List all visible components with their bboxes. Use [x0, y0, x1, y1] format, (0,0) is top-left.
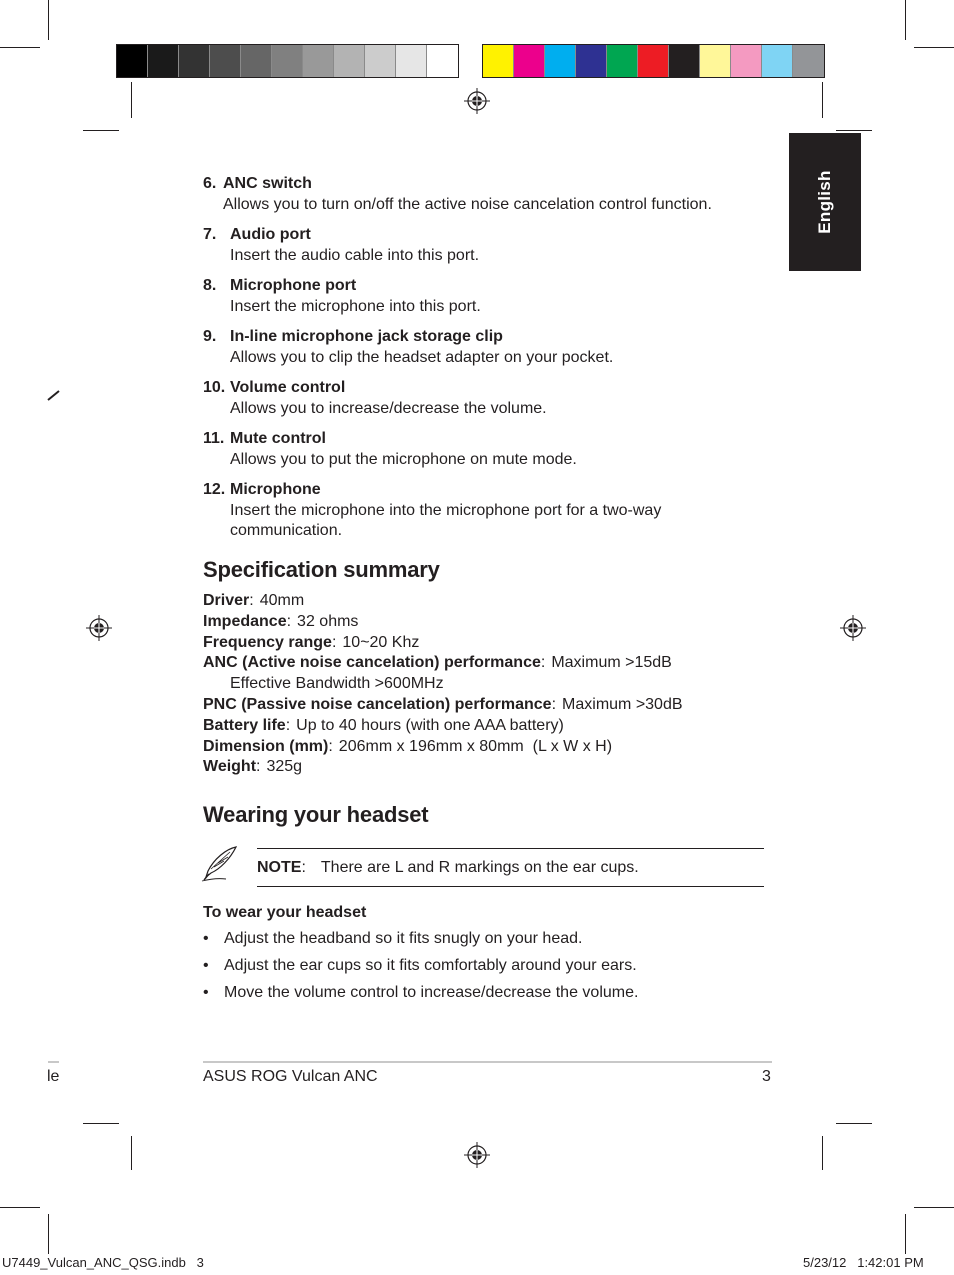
spec-heading: Specification summary	[203, 557, 440, 582]
process-swatch	[638, 45, 669, 77]
component-item-description: Allows you to put the microphone on mute mode.	[230, 450, 577, 468]
registration-mark-icon	[86, 615, 112, 641]
wearing-subheading: To wear your headset	[203, 904, 367, 921]
process-color-bar	[482, 44, 825, 78]
spec-colon: :	[328, 737, 333, 755]
spec-value: 32 ohms	[297, 612, 359, 630]
wearing-heading: Wearing your headset	[203, 802, 429, 827]
process-swatch	[669, 45, 700, 77]
component-item-description: Insert the audio cable into this port.	[230, 246, 480, 264]
process-swatch	[545, 45, 576, 77]
spec-row	[203, 757, 773, 778]
crop-mark	[905, 0, 906, 40]
spec-row	[203, 633, 773, 654]
component-item-number: 9.	[203, 328, 217, 345]
spec-label: Dimension (mm)	[203, 737, 329, 755]
component-item-title-row	[203, 327, 773, 348]
crop-mark	[836, 1123, 872, 1124]
crop-mark	[83, 1123, 119, 1124]
component-item-description: Allows you to clip the headset adapter on your pocket.	[230, 348, 614, 366]
spec-label: Frequency range	[203, 633, 332, 651]
spec-section	[203, 557, 773, 778]
footer-left-text: le	[47, 1068, 60, 1085]
component-item-description: Insert the microphone into this port.	[230, 297, 481, 315]
component-item-title: ANC switch	[223, 175, 312, 192]
spec-row	[203, 612, 773, 633]
component-item-title-row	[203, 480, 773, 501]
language-tab-label: English	[815, 170, 834, 234]
footer-rule-left	[48, 1061, 59, 1063]
spec-row	[203, 737, 773, 758]
crop-mark	[914, 47, 954, 48]
crop-mark	[905, 1214, 906, 1254]
registration-mark-icon	[464, 88, 490, 114]
component-item-title-row	[203, 174, 773, 195]
gray-swatch	[303, 45, 334, 77]
process-swatch	[762, 45, 793, 77]
component-item-number: 6.	[203, 175, 217, 192]
crop-mark	[822, 82, 823, 118]
crop-mark	[914, 1207, 954, 1208]
component-item	[203, 327, 773, 368]
spec-colon: :	[256, 758, 261, 776]
component-item-number: 10.	[203, 379, 226, 396]
feather-pen-icon	[200, 845, 240, 883]
gray-swatch	[396, 45, 427, 77]
note-text: There are L and R markings on the ear cups.	[320, 858, 639, 876]
spec-value: 325g	[266, 758, 303, 776]
spec-label: ANC (Active noise cancelation) performance	[203, 654, 541, 672]
wearing-step: • Adjust the headband so it fits snugly on your head.	[203, 930, 773, 948]
gray-swatch	[148, 45, 179, 77]
component-item-title: Mute control	[230, 430, 326, 447]
component-item-number: 7.	[203, 226, 217, 243]
component-item	[203, 480, 773, 542]
spec-row	[203, 716, 773, 737]
spec-colon: :	[249, 592, 254, 609]
component-item-description: Insert the microphone into the microphone port for a two-way communication.	[230, 501, 662, 539]
process-swatch	[731, 45, 762, 77]
note-label: NOTE	[257, 858, 302, 876]
spec-value: Effective Bandwidth >600MHz	[230, 675, 444, 693]
component-item-title-row	[203, 276, 773, 297]
pencil-icon	[47, 389, 61, 401]
spec-table	[203, 591, 773, 778]
wearing-instructions	[203, 904, 773, 1011]
component-item-title-row	[203, 378, 773, 399]
gray-swatch	[117, 45, 148, 77]
crop-mark	[131, 1136, 132, 1170]
gray-swatch	[241, 45, 272, 77]
crop-mark	[48, 0, 49, 40]
gray-swatch	[334, 45, 365, 77]
spec-value: 40mm	[259, 592, 305, 609]
gray-swatch	[427, 45, 458, 77]
registration-mark-icon	[840, 615, 866, 641]
component-item-title-row	[203, 429, 773, 450]
component-item-title: In-line microphone jack storage clip	[230, 328, 503, 345]
spec-label: PNC (Passive noise cancelation) performance	[203, 695, 552, 713]
component-item	[203, 225, 773, 266]
process-swatch	[793, 45, 824, 77]
component-item-number: 12.	[203, 481, 226, 498]
spec-value: 206mm x 196mm x 80mm (L x W x H)	[338, 737, 613, 755]
spec-value: Maximum >30dB	[562, 695, 683, 713]
spec-row	[203, 674, 773, 695]
component-item	[203, 276, 773, 317]
slug-datetime: 5/23/12 1:42:01 PM	[803, 1255, 924, 1270]
language-tab	[789, 133, 861, 271]
spec-colon: :	[285, 716, 291, 734]
note-colon: :	[301, 858, 306, 876]
process-swatch	[576, 45, 607, 77]
spec-label: Driver	[203, 592, 250, 609]
component-item-title: Microphone	[230, 481, 321, 498]
component-item-title: Audio port	[230, 226, 311, 243]
component-item	[203, 429, 773, 470]
slug-file-name: U7449_Vulcan_ANC_QSG.indb 3	[2, 1255, 204, 1270]
component-item	[203, 378, 773, 419]
spec-value: 10~20 Khz	[342, 633, 420, 651]
spec-row	[203, 591, 773, 612]
crop-mark	[0, 1207, 40, 1208]
footer-product-name: ASUS ROG Vulcan ANC	[203, 1068, 378, 1085]
component-item-title: Volume control	[230, 379, 346, 396]
process-swatch	[607, 45, 638, 77]
gray-swatch	[210, 45, 241, 77]
wearing-step: • Move the volume control to increase/decrease the volume.	[203, 984, 773, 1002]
wearing-step: • Adjust the ear cups so it fits comfortably around your ears.	[203, 957, 773, 975]
spec-colon: :	[286, 612, 292, 630]
registration-mark-icon	[464, 1142, 490, 1168]
crop-mark	[131, 82, 132, 118]
gray-swatch	[365, 45, 396, 77]
gray-swatch	[272, 45, 303, 77]
component-item-number: 11.	[203, 430, 225, 447]
crop-mark	[822, 1136, 823, 1170]
footer-rule	[203, 1061, 772, 1063]
wearing-steps-list	[203, 930, 773, 1002]
crop-mark	[83, 130, 119, 131]
spec-row	[203, 653, 773, 674]
component-item-number: 8.	[203, 277, 217, 294]
spec-row	[203, 695, 773, 716]
crop-mark	[836, 130, 872, 131]
component-item-title: Microphone port	[230, 277, 357, 294]
gray-swatch	[179, 45, 210, 77]
spec-colon: :	[540, 654, 546, 672]
crop-mark	[48, 1214, 49, 1254]
component-item	[203, 174, 773, 215]
process-swatch	[700, 45, 731, 77]
note-box	[257, 848, 764, 887]
component-list	[203, 174, 773, 552]
spec-value: Maximum >15dB	[551, 654, 672, 672]
spec-colon: :	[551, 695, 557, 713]
crop-mark	[0, 47, 40, 48]
spec-label: Weight	[203, 758, 257, 776]
component-item-description: Allows you to increase/decrease the volume.	[230, 399, 547, 417]
process-swatch	[483, 45, 514, 77]
spec-colon: :	[331, 633, 337, 651]
grayscale-color-bar	[116, 44, 459, 78]
spec-label: Impedance	[203, 612, 287, 630]
spec-label: Battery life	[203, 716, 286, 734]
component-item-title-row	[203, 225, 773, 246]
process-swatch	[514, 45, 545, 77]
spec-value: Up to 40 hours (with one AAA battery)	[296, 716, 564, 734]
component-item-description: Allows you to turn on/off the active noise cancelation control function.	[223, 195, 712, 213]
page-number: 3	[762, 1068, 771, 1085]
